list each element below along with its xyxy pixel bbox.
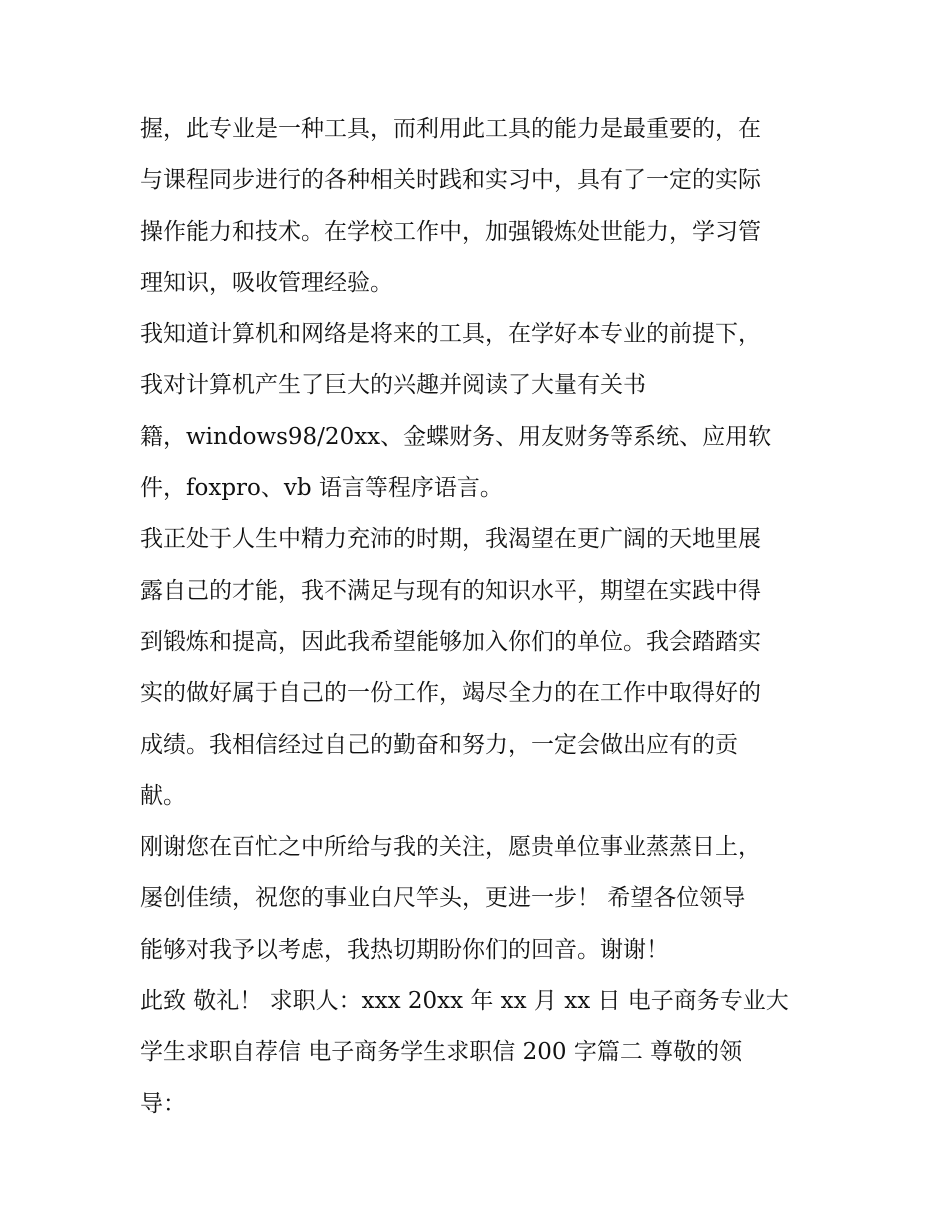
text-line: 能够对我予以考虑，我热切期盼你们的回音。谢谢！ [140,936,669,963]
text-line: 刚谢您在百忙之中所给与我的关注，愿贵单位事业蒸蒸日上， [140,834,761,861]
text-line: 成绩。我相信经过自己的勤奋和努力，一定会做出应有的贡 [140,731,738,758]
text-line: 操作能力和技术。在学校工作中，加强锻炼处世能力，学习管 [140,218,761,245]
text-line: 件，foxpro、vb 语言等程序语言。 [140,475,503,502]
text-line: 献。 [140,782,186,809]
text-line: 我正处于人生中精力充沛的时期，我渴望在更广阔的天地里展 [140,526,761,553]
text-line: 此致 敬礼！ 求职人：xxx 20xx 年 xx 月 xx 日 电子商务专业大 [140,988,789,1015]
text-line: 我对计算机产生了巨大的兴趣并阅读了大量有关书 [140,372,646,399]
text-line: 我知道计算机和网络是将来的工具，在学好本专业的前提下， [140,321,761,348]
text-line: 握，此专业是一种工具，而利用此工具的能力是最重要的，在 [140,116,761,142]
text-line: 理知识，吸收管理经验。 [140,269,393,296]
text-line: 导： [140,1090,186,1117]
text-line: 与课程同步进行的各种相关时践和实习中，具有了一定的实际 [140,167,761,194]
text-line: 实的做好属于自己的一份工作，竭尽全力的在工作中取得好的 [140,680,761,707]
text-line: 露自己的才能，我不满足与现有的知识水平，期望在实践中得 [140,577,761,604]
text-line: 籍，windows98/20xx、金蝶财务、用友财务等系统、应用软 [140,423,772,450]
text-line: 到锻炼和提高，因此我希望能够加入你们的单位。我会踏踏实 [140,628,761,655]
text-line: 屡创佳绩，祝您的事业白尺竿头，更进一步！ 希望各位领导 [140,885,746,912]
document-page [140,104,820,1130]
text-line: 学生求职自荐信 电子商务学生求职信 200 字篇二 尊敬的领 [140,1039,743,1066]
